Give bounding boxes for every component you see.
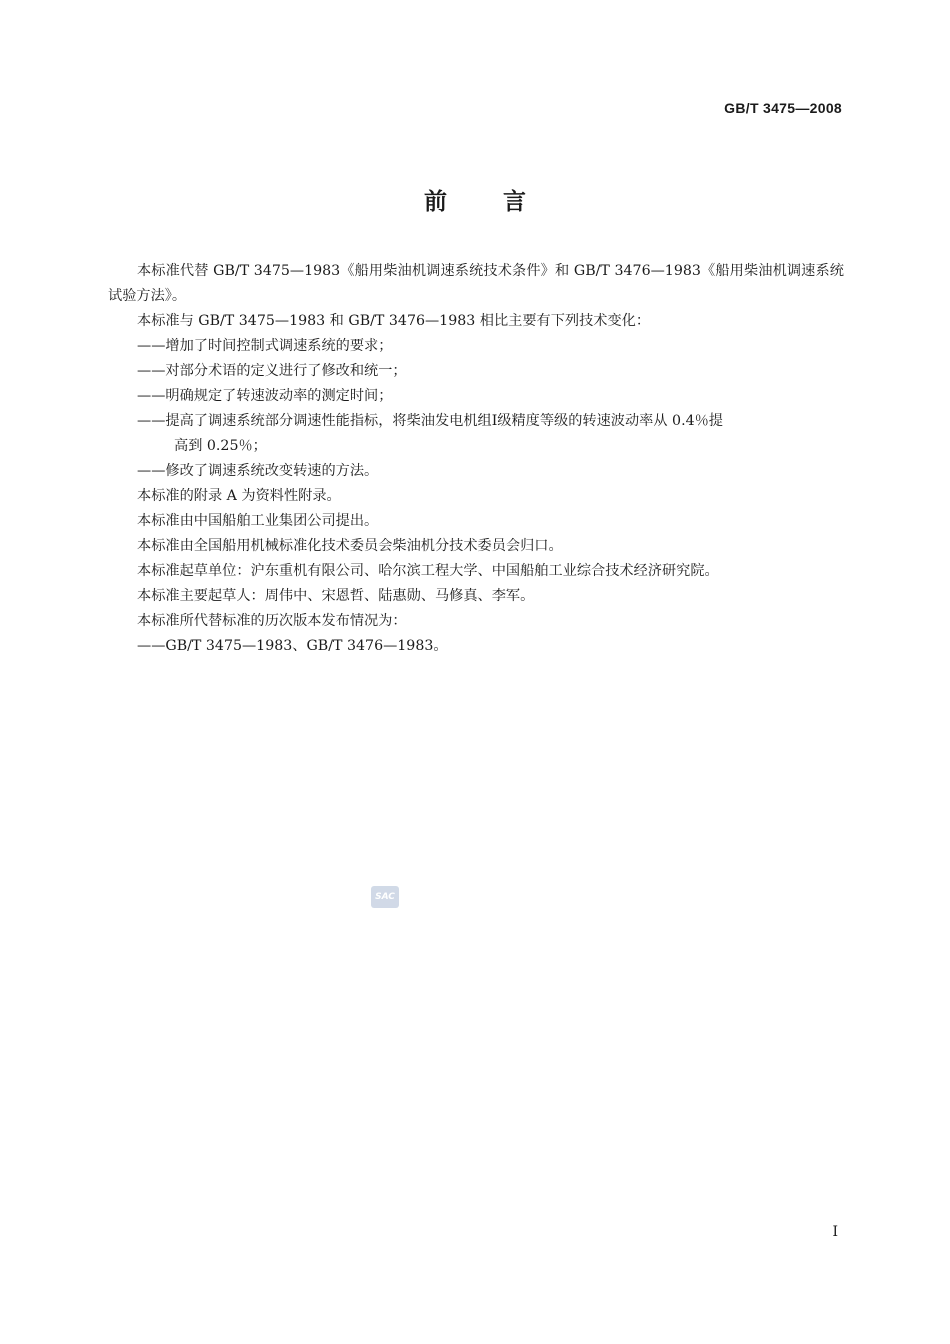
document-body bbox=[108, 259, 844, 659]
note-history-intro: 本标准所代替标准的历次版本发布情况为： bbox=[137, 613, 407, 629]
change-item: ——修改了调速系统改变转速的方法。 bbox=[137, 463, 379, 479]
change-item-line: ——提高了调速系统部分调速性能指标，将柴油发电机组Ⅰ级精度等级的转速波动率从 0.4％提 bbox=[137, 413, 723, 429]
note-proposer: 本标准由中国船舶工业集团公司提出。 bbox=[137, 513, 379, 529]
note-appendix: 本标准的附录 A 为资料性附录。 bbox=[137, 488, 341, 504]
change-item: ——明确规定了转速波动率的测定时间； bbox=[137, 388, 393, 404]
change-item: ——增加了时间控制式调速系统的要求； bbox=[137, 338, 393, 354]
paragraph-replaces: 本标准代替 GB/T 3475—1983《船用柴油机调速系统技术条件》和 GB/T 3476—1983《船用柴油机调速系统试验方法》。 bbox=[108, 263, 844, 304]
change-item-long bbox=[108, 409, 844, 459]
sac-watermark-logo bbox=[371, 886, 399, 908]
note-committee: 本标准由全国船用机械标准化技术委员会柴油机分技术委员会归口。 bbox=[137, 538, 563, 554]
standard-code: GB/T 3475—2008 bbox=[724, 100, 842, 116]
paragraph-changes-intro: 本标准与 GB/T 3475—1983 和 GB/T 3476—1983 相比主要有下列技术变化： bbox=[137, 313, 651, 329]
note-drafting-units: 本标准起草单位：沪东重机有限公司、哈尔滨工程大学、中国船舶工业综合技术经济研究院。 bbox=[137, 563, 719, 579]
change-item-continuation: 高到 0.25％； bbox=[174, 438, 267, 454]
page-title: 前言 bbox=[424, 189, 582, 215]
history-item: ——GB/T 3475—1983、GB/T 3476—1983。 bbox=[137, 638, 448, 654]
note-drafters: 本标准主要起草人：周伟中、宋恩哲、陆惠勋、马修真、李军。 bbox=[137, 588, 535, 604]
change-item: ——对部分术语的定义进行了修改和统一； bbox=[137, 363, 407, 379]
sac-logo-text: SAC bbox=[375, 892, 395, 902]
page-number: I bbox=[832, 1224, 838, 1240]
